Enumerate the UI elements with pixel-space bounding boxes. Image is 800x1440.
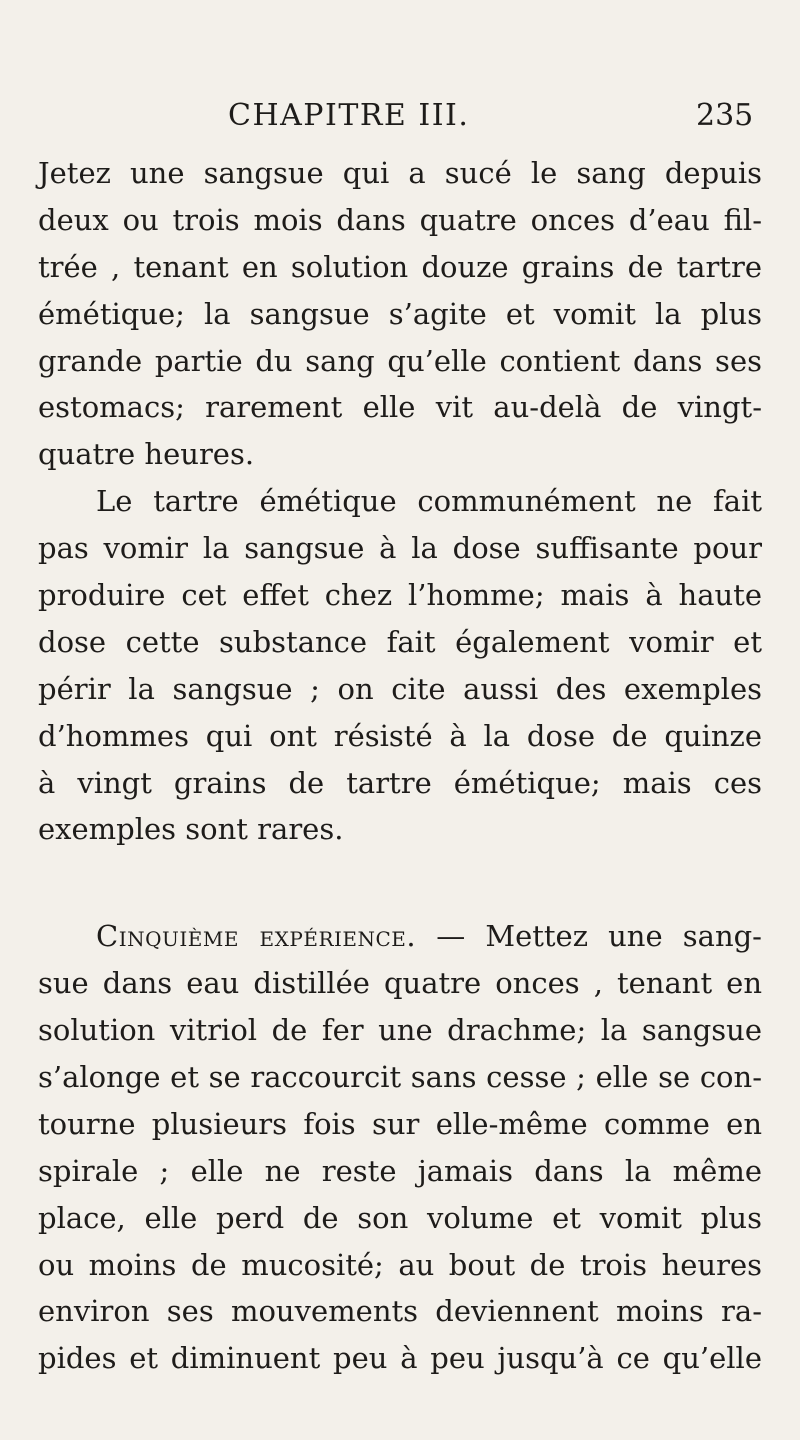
text-line: dose cette substance fait également vomir et — [38, 624, 762, 659]
text-line: sue dans eau distillée quatre onces , tenant en — [38, 966, 762, 1001]
running-head — [0, 96, 800, 140]
text-line — [38, 913, 762, 960]
section-spacer — [38, 853, 762, 913]
text-line: estomacs; rarement elle vit au-delà de vingt- — [38, 390, 762, 425]
text-line: Le tartre émétique communément ne fait — [96, 484, 762, 519]
text-line: spirale ; elle ne reste jamais dans la même — [38, 1153, 762, 1188]
text-line: ou moins de mucosité; au bout de trois heures — [38, 1247, 762, 1282]
text-line: d’hommes qui ont résisté à la dose de quinze — [38, 718, 762, 753]
text-line: à vingt grains de tartre émétique; mais ces — [38, 765, 762, 800]
text-line: solution vitriol de fer une drachme; la sangsue — [38, 1013, 762, 1048]
paragraph — [38, 913, 762, 1382]
text-run: — Mettez une sang- — [416, 919, 762, 954]
chapter-title: CHAPITRE III. — [228, 98, 470, 133]
text-line: exemples sont rares. — [38, 812, 344, 847]
text-line: place, elle perd de son volume et vomit plus — [38, 1200, 762, 1235]
text-line: trée , tenant en solution douze grains de tartre — [38, 249, 762, 284]
text-line: périr la sangsue ; on cite aussi des exemples — [38, 671, 762, 706]
text-line: s’alonge et se raccourcit sans cesse ; elle se con- — [38, 1060, 762, 1095]
text-line: quatre heures. — [38, 437, 255, 472]
text-line: tourne plusieurs fois sur elle-même comme en — [38, 1106, 762, 1141]
page-body — [38, 150, 762, 1382]
text-line: environ ses mouvements deviennent moins ra- — [38, 1294, 762, 1329]
paragraph — [38, 150, 762, 478]
text-line: pas vomir la sangsue à la dose suffisante pour — [38, 531, 762, 566]
text-line: deux ou trois mois dans quatre onces d’eau fil- — [38, 202, 762, 237]
paragraph — [38, 478, 762, 853]
text-line: émétique; la sangsue s’agite et vomit la plus — [38, 296, 762, 331]
section-heading: Cinquième expérience. — [96, 919, 417, 954]
page-number: 235 — [696, 98, 754, 133]
text-line: Jetez une sangsue qui a sucé le sang depuis — [38, 156, 762, 190]
text-line: grande partie du sang qu’elle contient dans ses — [38, 343, 762, 378]
text-line: pides et diminuent peu à peu jusqu’à ce qu’elle — [38, 1341, 762, 1376]
text-line: produire cet effet chez l’homme; mais à haute — [38, 578, 762, 613]
